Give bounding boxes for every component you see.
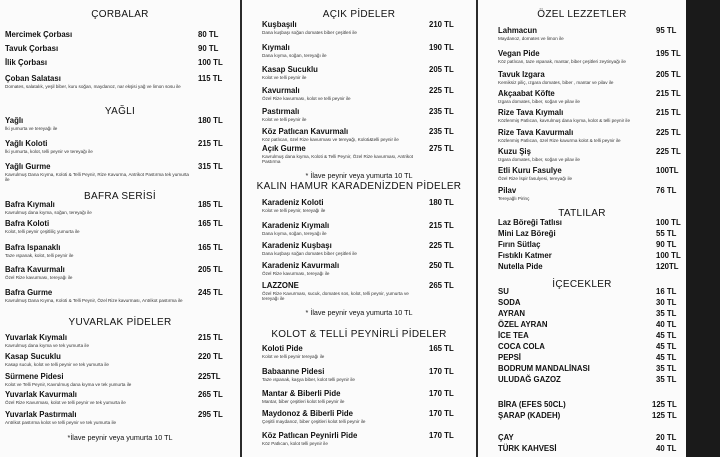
section-title-tatlilar: TATLILAR bbox=[558, 208, 606, 219]
menu-item-price: 205 TL bbox=[656, 70, 681, 79]
menu-item-name: Maydonoz & Biberli Pide bbox=[262, 409, 353, 418]
menu-item-description: Özel Rize kavurması, tereyağı ile bbox=[5, 275, 73, 280]
menu-item-price: 55 TL bbox=[656, 229, 677, 238]
menu-item-name: Karadeniz Kıymalı bbox=[262, 221, 330, 230]
menu-item-name: Pilav bbox=[498, 186, 517, 195]
menu-item-name: Karadeniz Kavurmalı bbox=[262, 261, 340, 270]
menu-item-description: İki yumurta ve tereyağı ile bbox=[5, 126, 58, 131]
menu-item-name: İlik Çorbası bbox=[5, 58, 48, 67]
section-title-icecekler: İÇECEKLER bbox=[552, 279, 612, 290]
menu-item-price: 115 TL bbox=[198, 74, 223, 83]
menu-item-price: 215 TL bbox=[656, 108, 681, 117]
menu-item-description: Közlenmiş Patlıcan, kavrulmuş dana kıyma, kolot & telli peynir ile bbox=[498, 118, 630, 123]
menu-item-price: 30 TL bbox=[656, 298, 677, 307]
menu-item-price: 16 TL bbox=[656, 287, 677, 296]
menu-item-description: Kolot ve telli peynir ile bbox=[262, 75, 307, 80]
menu-item-description: Taze ıspanak, kolot, telli peynir ile bbox=[5, 253, 74, 258]
menu-item-name: İCE TEA bbox=[498, 331, 529, 340]
menu-item-description: Köz Patlıcan, kolot telli peynir ile bbox=[262, 441, 328, 446]
menu-item-description: Dana kuşbaşı soğan domates biber çeşitleri ile bbox=[262, 30, 357, 35]
menu-item-price: 125 TL bbox=[652, 411, 677, 420]
menu-item-price: 80 TL bbox=[198, 30, 219, 39]
extra-cheese-note: *İlave peynir veya yumurta 10 TL bbox=[67, 433, 173, 442]
menu-item-price: 40 TL bbox=[656, 320, 677, 329]
menu-item-name: Kuşbaşılı bbox=[262, 20, 297, 29]
menu-item-price: 295 TL bbox=[198, 410, 223, 419]
menu-item-description: Mantar, biber çeşitleri kolot telli peynir ile bbox=[262, 399, 345, 404]
menu-item-name: Kasap Sucuklu bbox=[262, 65, 318, 74]
menu-item-description: Antrikot pastırma kolot ve telli peynir ve tek yumurta ile bbox=[5, 420, 117, 425]
menu-item-name: Yuvarlak Kavurmalı bbox=[5, 390, 77, 399]
menu-item-description: Kolot ve telli peynir ile bbox=[262, 117, 307, 122]
section-title-yuvarlak: YUVARLAK PİDELER bbox=[68, 317, 172, 328]
menu-item-price: 225 TL bbox=[656, 128, 681, 137]
menu-item-price: 250 TL bbox=[429, 261, 454, 270]
menu-item-price: 76 TL bbox=[656, 186, 677, 195]
menu-item-name: Karadeniz Kuşbaşı bbox=[262, 241, 332, 250]
section-title-corbalar: ÇORBALAR bbox=[91, 9, 149, 20]
menu-item-price: 40 TL bbox=[656, 444, 677, 453]
menu-item-price: 220 TL bbox=[198, 352, 223, 361]
menu-item-name: Etli Kuru Fasulye bbox=[498, 166, 562, 175]
menu-item-description: Dana kıyma, soğan, tereyağı ile bbox=[262, 53, 327, 58]
menu-item-price: 225 TL bbox=[656, 147, 681, 156]
menu-column-right bbox=[478, 0, 686, 457]
menu-item-description: Izgara domates, biber, soğan ve pilav ile bbox=[498, 99, 580, 104]
menu-item-price: 100 TL bbox=[656, 251, 681, 260]
menu-item-name: Vegan Pide bbox=[498, 49, 540, 58]
menu-item-name: Bafra Kavurmalı bbox=[5, 265, 65, 274]
extra-cheese-note: * İlave peynir veya yumurta 10 TL bbox=[305, 171, 413, 180]
menu-item-description: Kavrulmuş Dana Kıyma, Koloti & Telli Peynir, Rize Kavurma, Antrikot Pastırma tek yumurta ile bbox=[5, 172, 189, 183]
menu-item-price: 180 TL bbox=[429, 198, 454, 207]
menu-item-description: Tereyağlı Pirinç bbox=[498, 196, 530, 201]
menu-item-name: Yağlı Gurme bbox=[5, 162, 51, 171]
menu-item-name: Babaanne Pidesi bbox=[262, 367, 325, 376]
menu-item-price: 170 TL bbox=[429, 409, 454, 418]
menu-item-price: 95 TL bbox=[656, 26, 677, 35]
section-title-bafra: BAFRA SERİSİ bbox=[84, 191, 156, 202]
menu-item-name: Nutella Pide bbox=[498, 262, 543, 271]
menu-item-description: Maydanoz, domates ve limon ile bbox=[498, 36, 564, 41]
menu-item-name: Mini Laz Böreği bbox=[498, 229, 556, 238]
menu-item-description: Özel Rize Kavurması, sucuk, domates sos, kolot, telli peynir, yumurta ve tereyağı ile bbox=[262, 291, 409, 302]
menu-item-price: 170 TL bbox=[429, 367, 454, 376]
menu-item-name: Köz Patlıcan Kavurmalı bbox=[262, 127, 349, 136]
menu-item-description: Domates, salatalık, yeşil biber, kuru soğan, maydanoz, nar ekşisi yağ ve limon sosu ile bbox=[5, 84, 181, 89]
menu-item-name: ŞARAP (KADEH) bbox=[498, 411, 561, 420]
menu-item-name: Kuzu Şiş bbox=[498, 147, 531, 156]
menu-item-name: Bafra Ispanaklı bbox=[5, 243, 61, 252]
menu-item-name: Yuvarlak Pastırmalı bbox=[5, 410, 77, 419]
menu-item-name: Bafra Gurme bbox=[5, 288, 53, 297]
menu-item-name: COCA COLA bbox=[498, 342, 545, 351]
menu-item-name: Koloti Pide bbox=[262, 344, 303, 353]
menu-item-price: 90 TL bbox=[198, 44, 219, 53]
background-edge bbox=[686, 0, 720, 457]
menu-item-price: 215 TL bbox=[198, 333, 223, 342]
menu-item-price: 90 TL bbox=[656, 240, 677, 249]
section-title-kolot: KOLOT & TELLİ PEYNİRLİ PİDELER bbox=[271, 329, 447, 340]
menu-column-middle bbox=[242, 0, 476, 457]
menu-item-name: Kasap Sucuklu bbox=[5, 352, 61, 361]
section-title-kalin: KALIN HAMUR KARADENİZDEN PİDELER bbox=[256, 181, 462, 192]
menu-item-price: 100TL bbox=[656, 166, 679, 175]
menu-item-name: Yağlı Koloti bbox=[5, 139, 48, 148]
menu-item-description: Kasap sucuk, kolot ve telli peynir ve tek yumurta ile bbox=[5, 362, 109, 367]
menu-item-price: 165 TL bbox=[198, 243, 223, 252]
menu-item-name: Akçaabat Köfte bbox=[498, 89, 555, 98]
menu-item-name: Tavuk Izgara bbox=[498, 70, 545, 79]
menu-item-price: 120TL bbox=[656, 262, 679, 271]
menu-item-price: 125 TL bbox=[652, 400, 677, 409]
menu-item-price: 170 TL bbox=[429, 431, 454, 440]
menu-item-name: SODA bbox=[498, 298, 521, 307]
menu-item-description: Dana kıyma, soğan, tereyağı ile bbox=[262, 231, 327, 236]
menu-item-description: Özel Rize Kavurması, kolot ve telli peynir ve tek yumurta ile bbox=[5, 400, 126, 405]
menu-item-name: Fıstıklı Katmer bbox=[498, 251, 552, 260]
menu-item-price: 315 TL bbox=[198, 162, 223, 171]
menu-item-description: Kavrulmuş dana kıyma, soğan, tereyağı ile bbox=[5, 210, 92, 215]
menu-item-price: 195 TL bbox=[656, 49, 681, 58]
menu-item-name: Yağlı bbox=[5, 116, 24, 125]
menu-item-name: Rize Tava Kıymalı bbox=[498, 108, 564, 117]
menu-item-price: 205 TL bbox=[198, 265, 223, 274]
menu-item-price: 100 TL bbox=[656, 218, 681, 227]
menu-item-name: Kıymalı bbox=[262, 43, 290, 52]
menu-item-description: Köz patlıcan, özel Rize kavurması ve tereyağı, Koloti&telli peynir ile bbox=[262, 137, 399, 142]
menu-item-price: 165 TL bbox=[198, 219, 223, 228]
menu-item-description: Dana kuşbaşı soğan domates biber çeşitleri ile bbox=[262, 251, 357, 256]
menu-item-price: 235 TL bbox=[429, 107, 454, 116]
menu-item-price: 35 TL bbox=[656, 375, 677, 384]
section-title-ozel: ÖZEL LEZZETLER bbox=[537, 9, 627, 20]
menu-item-price: 45 TL bbox=[656, 331, 677, 340]
menu-item-description: Kolot, telli peynir çeşitliliç yumurta ile bbox=[5, 229, 80, 234]
menu-item-price: 100 TL bbox=[198, 58, 223, 67]
menu-item-description: Taze ıspanak, kaşya biber, kolot telli peynir ile bbox=[262, 377, 355, 382]
menu-item-name: Çoban Salatası bbox=[5, 74, 61, 83]
menu-item-price: 215 TL bbox=[429, 221, 454, 230]
menu-item-name: Tavuk Çorbası bbox=[5, 44, 59, 53]
menu-item-price: 225 TL bbox=[429, 241, 454, 250]
menu-item-name: Laz Böreği Tatlısı bbox=[498, 218, 562, 227]
menu-item-name: Sürmene Pidesi bbox=[5, 372, 64, 381]
menu-item-description: Közlenmiş Patlıcan, özel Rize kavurma kolot & telli peynir ile bbox=[498, 138, 621, 143]
menu-item-price: 185 TL bbox=[198, 200, 223, 209]
menu-item-name: BİRA (EFES 50CL) bbox=[498, 400, 566, 409]
menu-item-price: 235 TL bbox=[429, 127, 454, 136]
menu-item-name: Kavurmalı bbox=[262, 86, 300, 95]
menu-item-name: Fırın Sütlaç bbox=[498, 240, 541, 249]
menu-item-price: 45 TL bbox=[656, 342, 677, 351]
menu-item-description: Kavrulmuş dana kıyma ve tek yumurta ile bbox=[5, 343, 89, 348]
section-title-acik: AÇIK PİDELER bbox=[322, 9, 396, 20]
menu-item-name: Bafra Koloti bbox=[5, 219, 50, 228]
menu-item-name: Bafra Kıymalı bbox=[5, 200, 55, 209]
menu-item-price: 20 TL bbox=[656, 433, 677, 442]
menu-item-description: Kavrulmuş Dana Kıyma, Koloti & Telli Peynir, Özel Rize kavurması, Antrikot pastırma ile bbox=[5, 298, 183, 303]
menu-item-name: Pastırmalı bbox=[262, 107, 300, 116]
menu-item-name: Rize Tava Kavurmalı bbox=[498, 128, 574, 137]
menu-item-name: Mercimek Çorbası bbox=[5, 30, 73, 39]
menu-item-name: PEPSİ bbox=[498, 353, 521, 362]
menu-item-description: Çeşitli maydanoz, biber çeşitleri kolot telli peynir ile bbox=[262, 419, 366, 424]
section-title-yagli: YAĞLI bbox=[104, 106, 136, 117]
menu-item-price: 215 TL bbox=[656, 89, 681, 98]
menu-item-price: 265 TL bbox=[429, 281, 454, 290]
menu-item-description: Özel Rize kavurması, tereyağı ile bbox=[262, 271, 330, 276]
menu-item-description: Kavrulmuş dana kıyma, Koloti & Telli Peynir, Özel Rize kavurması, Antrikot Pastırma bbox=[262, 154, 414, 165]
menu-item-name: SU bbox=[498, 287, 509, 296]
menu-item-price: 35 TL bbox=[656, 364, 677, 373]
menu-item-price: 225TL bbox=[198, 372, 221, 381]
menu-item-name: LAZZONE bbox=[262, 281, 299, 290]
menu-item-price: 265 TL bbox=[198, 390, 223, 399]
menu-item-name: ULUDAĞ GAZOZ bbox=[498, 375, 561, 384]
menu-item-price: 245 TL bbox=[198, 288, 223, 297]
menu-item-price: 205 TL bbox=[429, 65, 454, 74]
menu-item-name: TÜRK KAHVESİ bbox=[498, 444, 557, 453]
menu-item-name: AYRAN bbox=[498, 309, 526, 318]
menu-item-description: Özel Rize İspir fasulyesi, tereyağı ile bbox=[498, 176, 573, 181]
menu-item-name: ÇAY bbox=[498, 433, 514, 442]
menu-item-price: 275 TL bbox=[429, 144, 454, 153]
menu-item-name: BODRUM MANDALİNASI bbox=[498, 364, 590, 373]
menu-item-price: 215 TL bbox=[198, 139, 223, 148]
menu-item-price: 35 TL bbox=[656, 309, 677, 318]
menu-item-description: Kolot ve telli peynir tereyağı ile bbox=[262, 354, 325, 359]
menu-item-price: 45 TL bbox=[656, 353, 677, 362]
menu-item-description: Kemiksiz piliç, ızgara domates, biber , mantar ve pilav ile bbox=[498, 80, 614, 85]
menu-item-name: Lahmacun bbox=[498, 26, 537, 35]
menu-item-price: 210 TL bbox=[429, 20, 454, 29]
menu-item-price: 165 TL bbox=[429, 344, 454, 353]
menu-item-price: 190 TL bbox=[429, 43, 454, 52]
menu-item-name: Mantar & Biberli Pide bbox=[262, 389, 341, 398]
menu-item-description: Kolot ve telli peynir, tereyağı ile bbox=[262, 208, 326, 213]
menu-item-price: 225 TL bbox=[429, 86, 454, 95]
menu-item-description: Izgara domates, biber, soğan ve pilav ile bbox=[498, 157, 580, 162]
menu-item-description: Kolot ve Telli Peynir, Kavrulmuş dana kıyma ve tek yumurta ile bbox=[5, 382, 132, 387]
menu-item-price: 180 TL bbox=[198, 116, 223, 125]
menu-item-name: Köz Patlıcan Peynirli Pide bbox=[262, 431, 358, 440]
extra-cheese-note: * İlave peynir veya yumurta 10 TL bbox=[305, 308, 413, 317]
menu-item-description: İki yumurta, kolot, telli peynir ve tereyağı ile bbox=[5, 149, 93, 154]
menu-item-name: Yuvarlak Kıymalı bbox=[5, 333, 67, 342]
menu-column-left bbox=[0, 0, 240, 457]
menu-item-name: ÖZEL AYRAN bbox=[498, 320, 548, 329]
menu-item-description: Özel Rize kavurması, kolot ve telli peynir ile bbox=[262, 96, 351, 101]
menu-item-name: Açık Gurme bbox=[262, 144, 306, 153]
menu-item-description: Köz patlıcan, taze ıspanak, mantar, biber çeşitleri zeytinyağı ile bbox=[498, 59, 626, 64]
menu-item-name: Karadeniz Koloti bbox=[262, 198, 324, 207]
menu-item-price: 170 TL bbox=[429, 389, 454, 398]
